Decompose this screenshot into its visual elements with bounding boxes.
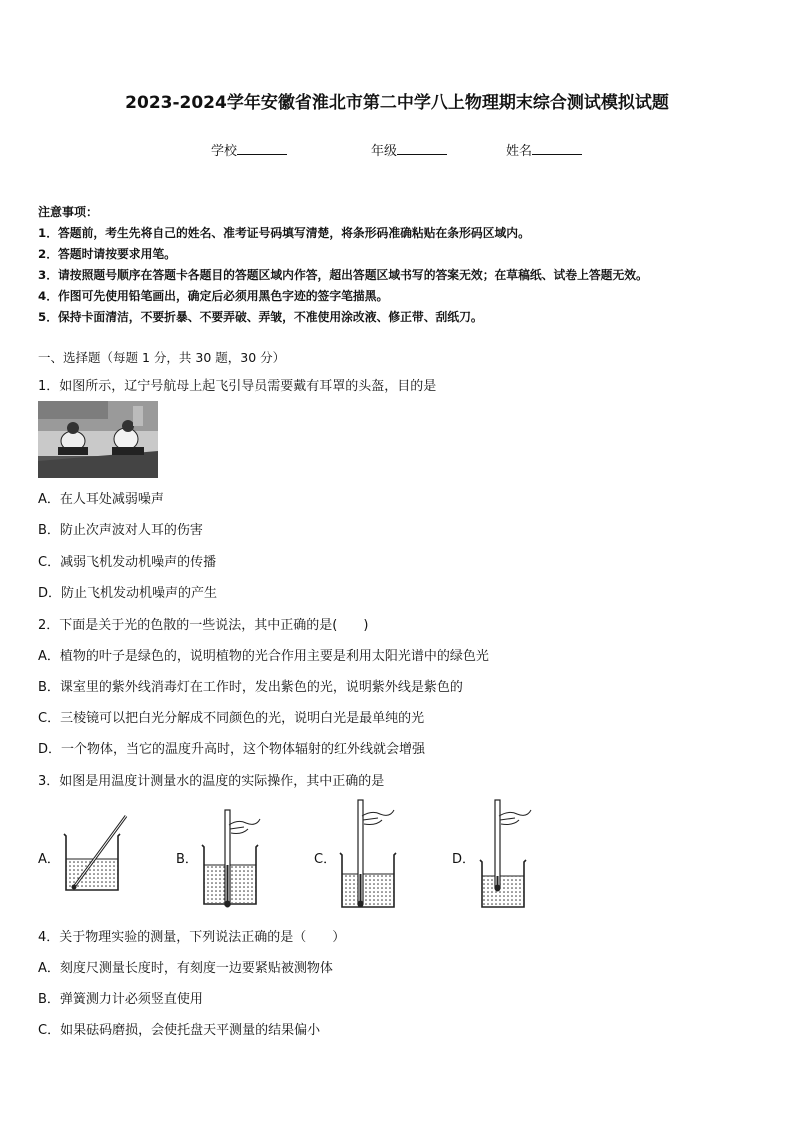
name-blank[interactable] — [532, 141, 582, 155]
option[interactable]: B．课室里的紫外线消毒灯在工作时，发出紫色的光，说明紫外线是紫色的 — [38, 680, 463, 695]
grade-label: 年级 — [371, 144, 398, 159]
school-field[interactable] — [211, 140, 287, 159]
option[interactable]: C．减弱飞机发动机噪声的传播 — [38, 555, 217, 570]
question-stem: 1．如图所示，辽宁号航母上起飞引导员需要戴有耳罩的头盔，目的是 — [38, 379, 437, 394]
option[interactable]: A．植物的叶子是绿色的，说明植物的光合作用主要是利用太阳光谱中的绿色光 — [38, 649, 489, 664]
option[interactable]: A．刻度尺测量长度时，有刻度一边要紧贴被测物体 — [38, 961, 333, 976]
beaker-figure-a — [60, 812, 135, 894]
name-field[interactable] — [506, 140, 582, 159]
figure-label[interactable]: D． — [452, 852, 476, 867]
option[interactable]: C．三棱镜可以把白光分解成不同颜色的光，说明白光是最单纯的光 — [38, 711, 425, 726]
note-item: 1．答题前，考生先将自己的姓名、准考证号码填写清楚，将条形码准确粘贴在条形码区域内。 — [38, 226, 530, 240]
notes-heading: 注意事项： — [38, 205, 99, 219]
question-stem: 4．关于物理实验的测量，下列说法正确的是（ ） — [38, 930, 346, 945]
option[interactable]: B．弹簧测力计必须竖直使用 — [38, 992, 203, 1007]
page-title: 2023-2024学年安徽省淮北市第二中学八上物理期末综合测试模拟试题 — [125, 93, 669, 113]
option[interactable]: D．一个物体，当它的温度升高时，这个物体辐射的红外线就会增强 — [38, 742, 426, 757]
figure-label[interactable]: A． — [38, 852, 60, 867]
note-item: 2．答题时请按要求用笔。 — [38, 247, 176, 261]
school-label: 学校 — [211, 144, 238, 159]
option[interactable]: D．防止飞机发动机噪声的产生 — [38, 586, 218, 601]
name-label: 姓名 — [506, 144, 533, 159]
note-item: 4．作图可先使用铅笔画出，确定后必须用黑色字迹的签字笔描黑。 — [38, 289, 389, 303]
beaker-figure-d — [474, 798, 544, 912]
grade-field[interactable] — [371, 140, 447, 159]
note-item: 3．请按照题号顺序在答题卡各题目的答题区域内作答，超出答题区域书写的答案无效；在草稿纸、试卷上答题无效。 — [38, 268, 648, 282]
beaker-figure-c — [336, 798, 406, 912]
option[interactable]: C．如果砝码磨损，会使托盘天平测量的结果偏小 — [38, 1023, 321, 1038]
figure-label[interactable]: B． — [176, 852, 198, 867]
deck-crew-photo — [38, 401, 158, 478]
figure-label[interactable]: C． — [314, 852, 337, 867]
option[interactable]: B．防止次声波对人耳的伤害 — [38, 523, 203, 538]
question-stem: 3．如图是用温度计测量水的温度的实际操作，其中正确的是 — [38, 774, 385, 789]
grade-blank[interactable] — [397, 141, 447, 155]
note-item: 5．保持卡面清洁，不要折暴、不要弄破、弄皱，不准使用涂改液、修正带、刮纸刀。 — [38, 310, 483, 324]
section-heading: 一、选择题（每题 1 分，共 30 题，30 分） — [38, 350, 286, 365]
school-blank[interactable] — [237, 141, 287, 155]
question-stem: 2．下面是关于光的色散的一些说法，其中正确的是( ) — [38, 618, 369, 633]
option[interactable]: A．在人耳处减弱噪声 — [38, 492, 164, 507]
beaker-figure-b — [198, 805, 268, 910]
